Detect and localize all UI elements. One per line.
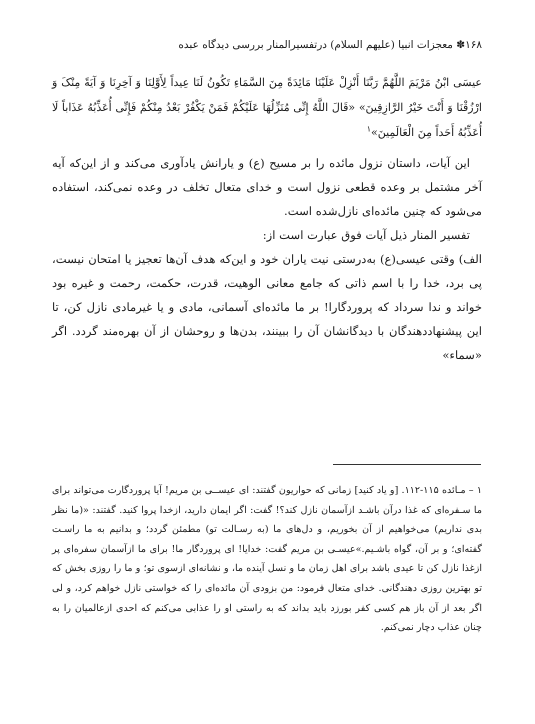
- quran-quote: [52, 70, 482, 145]
- footnote-separator: [333, 464, 481, 465]
- running-header: ۱۶۸✽ معجزات انبیا (علیهم السلام) درتفسیرالمنار بررسی دیدگاه عبده: [178, 39, 482, 51]
- page-content: [52, 38, 482, 367]
- paragraph-2: تفسیر المنار ذیل آیات فوق عبارت است از:: [262, 228, 470, 242]
- footnote: ۱ – مـائده ۱۱۵-۱۱۲. [و یاد کنید] زمانی که حواریون گفتند: ای عیســی بن مریم! آیا پروردگارت می‌تواند برای ما سـفره‌ای که غذا درآن باشـد ازآسمان نازل کند؟! گفت: اگر ایمان دارید، ازخدا پروا کنید. گفتند: «(ما نظر بدی نداریم) می‌خواهیم از آن بخوریم، و دل‌های ما (به رسـالت تو) مطمئن گردد؛ و بدانیم به ما راسـت گفته‌ای؛ و بر آن، گواه باشـیم.»عیسـی بن مریم گفت: خدایا! ای پروردگار ما! برای ما ازآسمان سفره‌ای پر ازغذا نازل کن تا عیدی باشد برای اهل زمان ما و نسل آینده ما، و نشانه‌ای ازسوی تو؛ و ما را روزی بخش که تو بهترین روزی دهندگانی. خدای متعال فرمود: من بزودی آن مائده‌ای را که خواستی نازل خواهم کرد، و لی اگر بعد از آن باز هم کسی کفر بورزد باید بداند که به راستی او را عذابی می‌کنم که احدی ازعالمیان را به چنان عذاب دچار نمی‌کنم.: [52, 485, 482, 634]
- quote-text: عیسَی ابْنُ مَرْیَمَ اللَّهُمَّ رَبَّنَا أَنْزِلْ عَلَیْنَا مَائِدَةً مِنَ السَّمَاءِ تَکُونُ لَنَا عِیداً لِأَوَّلِنَا وَ آخِرِنَا وَ آیَةً مِنْکَ وَ ارْزُقْنَا وَ أَنْتَ خَیْرُ الرَّازِقِینَ» «قَالَ اللَّهُ إِنِّی مُنَزِّلُهَا عَلَیْکُمْ فَمَنْ یَکْفُرْ بَعْدُ مِنْکُمْ فَإِنِّی أُعَذِّبُهُ عَذَاباً لَا أُعَذِّبُهُ أَحَداً مِنَ الْعَالَمِینَ»: [52, 76, 482, 139]
- paragraph-1: این آیات، داستان نزول مائده را بر مسیح (ع) و یارانش یادآوری می‌کند و از این‌که آیه آخر مشتمل بر وعده قطعی نزول است و خدای متعال تخلف در وعده نمی‌کند، استفاده می‌شود که چنین مائده‌ای نازل‌شده است.: [52, 156, 482, 218]
- paragraph-3: الف) وقتی عیسی(ع) به‌درستی نیت یاران خود و این‌که هدف آن‌ها تعجیز یا امتحان نیست، پی برد، خدا را با اسم ذاتی که جامع معانی الوهیت، قدرت، حکمت، رحمت و غیره بود خواند و ندا سرداد که پروردگارا! بر ما مائده‌ای آسمانی، مادی و یا غیرمادی نازل کن، تا این پیشنهاددهندگان با دیدگانشان آن را ببینند، بدن‌ها و روحشان از آن بهره‌مند گردد. اگر «سماء»: [52, 252, 482, 362]
- footnote-marker: ۱: [366, 124, 371, 134]
